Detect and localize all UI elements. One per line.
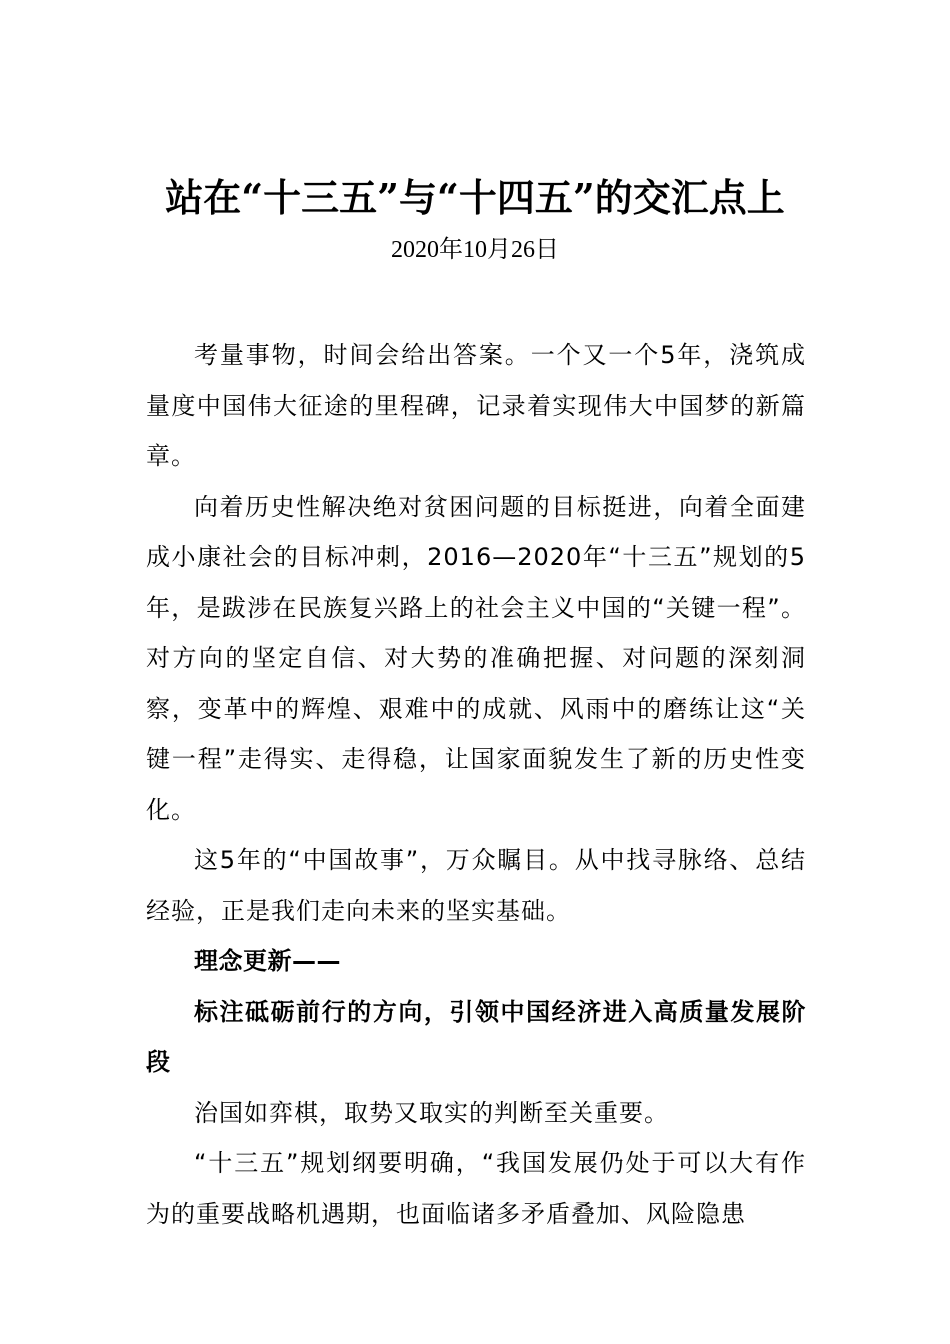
section-subheading: 标注砥砺前行的方向，引领中国经济进入高质量发展阶段 xyxy=(146,997,806,1076)
document-title: 站在“十三五”与“十四五”的交汇点上 xyxy=(165,175,785,220)
document-date: 2020年10月26日 xyxy=(391,237,559,263)
body-paragraph: 这5年的“中国故事”，万众瞩目。从中找寻脉络、总结经验，正是我们走向未来的坚实基础。 xyxy=(146,846,806,925)
body-paragraph: 考量事物，时间会给出答案。一个又一个5年，浇筑成量度中国伟大征途的里程碑，记录着实现伟大中国梦的新篇章。 xyxy=(146,341,806,470)
section-heading: 理念更新—— xyxy=(194,947,341,975)
document-body xyxy=(146,330,806,1239)
body-paragraph: 向着历史性解决绝对贫困问题的目标挺进，向着全面建成小康社会的目标冲刺，2016—2020年“十三五”规划的5年，是跋涉在民族复兴路上的社会主义中国的“关键一程”。对方向的坚定自信、对大势的准确把握、对问题的深刻洞察，变革中的辉煌、艰难中的成就、风雨中的磨练让这“关键一程”走得实、走得稳，让国家面貌发生了新的历史性变化。 xyxy=(146,492,806,824)
body-paragraph: “十三五”规划纲要明确，“我国发展仍处于可以大有作为的重要战略机遇期，也面临诸多矛盾叠加、风险隐患 xyxy=(146,1149,806,1228)
body-paragraph: 治国如弈棋，取势又取实的判断至关重要。 xyxy=(194,1098,669,1127)
